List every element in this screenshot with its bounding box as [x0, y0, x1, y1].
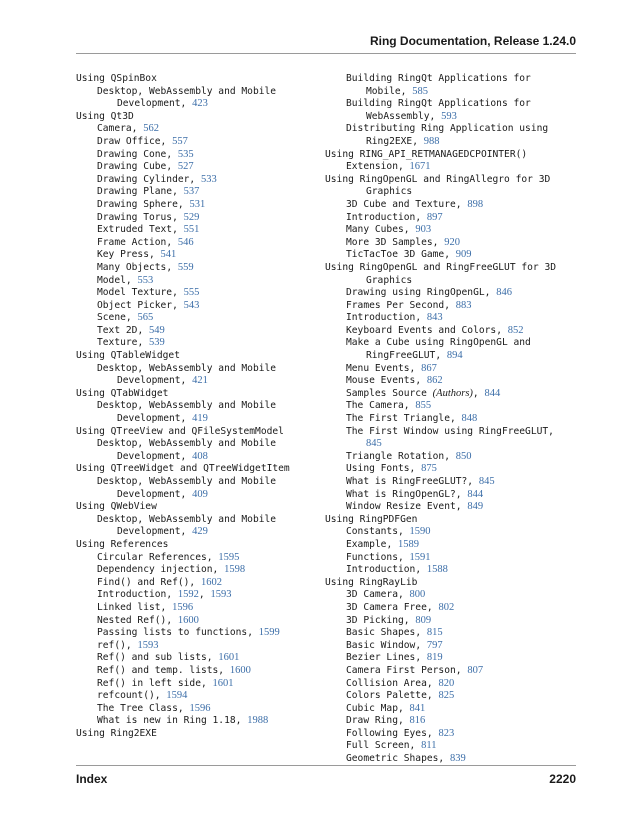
index-subentry: More 3D Samples, 920	[346, 236, 460, 248]
entry-text: Window Resize Event	[346, 501, 456, 513]
page-link[interactable]: 549	[149, 324, 165, 336]
page-link[interactable]: 909	[455, 249, 472, 261]
entry-text: Introduction	[97, 589, 167, 601]
index-subentry: What is RingFreeGLUT?, 845	[346, 476, 495, 487]
index-subentry: Model, 553	[97, 274, 154, 286]
entry-text: Ref() and temp. lists	[97, 664, 219, 676]
entry-text: 3D Picking	[346, 614, 404, 626]
index-subentry: Passing lists to functions, 1599	[97, 627, 280, 639]
page-link[interactable]: 559	[177, 261, 194, 273]
entry-text: Drawing using RingOpenGL	[346, 287, 485, 299]
page-link[interactable]: 1596	[172, 601, 194, 613]
page-link[interactable]: 1601	[212, 677, 234, 689]
index-heading	[76, 350, 326, 363]
entry-text: Geometric Shapes	[346, 753, 439, 765]
page-link[interactable]: 429	[192, 526, 208, 538]
index-subentry: Camera, 562	[97, 123, 159, 135]
index-subentry: Scene, 565	[97, 312, 154, 324]
entry-text: Using RING_API_RETMANAGEDCPOINTER()	[325, 148, 528, 160]
index-subentry: Linked list, 1596	[97, 601, 194, 613]
index-subentry: Desktop, WebAssembly and Mobile Development, 423	[97, 85, 277, 110]
index-subentry: Building RingQt Applications for WebAssembly, 593	[346, 98, 531, 122]
page-link[interactable]: 409	[192, 488, 208, 500]
page-link[interactable]: 529	[183, 211, 200, 223]
index-heading	[76, 73, 326, 86]
index-subentry: Extension, 1671	[346, 161, 431, 173]
index-subentry: Object Picker, 543	[97, 299, 200, 311]
page-link[interactable]: 585	[412, 85, 428, 97]
page-link[interactable]: 825	[438, 690, 455, 702]
page-link[interactable]: 541	[160, 249, 177, 261]
page-link[interactable]: 844	[484, 387, 501, 399]
entry-text: Scene	[97, 312, 126, 324]
entry-text: Nested Ref()	[97, 614, 167, 626]
index-subentry: Key Press, 541	[97, 249, 177, 261]
page-link[interactable]: 565	[137, 312, 154, 324]
entry-text: Using QTreeView and QFileSystemModel	[76, 425, 284, 437]
entry-text: 3D Cube and Texture	[346, 198, 456, 210]
index-subentry: Introduction, 1592, 1593	[97, 589, 232, 601]
entry-text: Camera	[97, 123, 132, 135]
index-subentry: Draw Office, 557	[97, 135, 188, 147]
page-link[interactable]: 1591	[409, 551, 431, 563]
index-subentry: TicTacToe 3D Game, 909	[346, 249, 472, 261]
page-link[interactable]: 1594	[166, 690, 188, 702]
entry-text: Using QTabWidget	[76, 387, 169, 399]
page-link[interactable]: 848	[461, 413, 478, 425]
entry-text: Distributing Ring Application using Ring2EXE	[346, 123, 549, 147]
page-link[interactable]: 850	[455, 450, 472, 462]
page-link[interactable]: 802	[438, 601, 455, 613]
page-link[interactable]: 1600	[229, 664, 251, 676]
index-heading	[76, 426, 326, 439]
index-subentry: 3D Picking, 809	[346, 614, 432, 626]
entry-text: Circular References	[97, 551, 207, 563]
index-subentry: Using Fonts, 875	[346, 463, 437, 475]
index-subentry: Collision Area, 820	[346, 677, 455, 689]
index-heading	[76, 728, 326, 741]
entry-text: Using QTableWidget	[76, 350, 180, 362]
footer-section-label: Index	[76, 772, 108, 786]
entry-text: Constants	[346, 526, 398, 538]
entry-text: Drawing Cone	[97, 148, 167, 160]
index-subentry: Camera First Person, 807	[346, 664, 484, 676]
index-subentry: Colors Palette, 825	[346, 690, 455, 702]
index-subentry: Introduction, 1588	[346, 564, 448, 576]
index-heading	[325, 149, 575, 162]
entry-text: Collision Area	[346, 677, 427, 689]
page-link[interactable]: 553	[137, 274, 154, 286]
page-link[interactable]: 800	[409, 589, 426, 601]
page-link[interactable]: 846	[496, 287, 512, 299]
index-subentry: Model Texture, 555	[97, 287, 200, 299]
page-link[interactable]: 807	[467, 664, 484, 676]
page-link[interactable]: 845	[478, 476, 495, 487]
index-subentry: Desktop, WebAssembly and Mobile Development, 408	[97, 438, 277, 462]
entry-text: Triangle Rotation	[346, 450, 445, 462]
page-link[interactable]: 815	[426, 627, 443, 639]
page-link[interactable]: 533	[200, 173, 217, 185]
page-link[interactable]: 562	[143, 123, 159, 135]
index-subentry: Draw Ring, 816	[346, 715, 426, 727]
index-subentry: Text 2D, 549	[97, 324, 165, 336]
page-link[interactable]: 593	[441, 110, 457, 122]
index-subentry: Drawing Cone, 535	[97, 148, 194, 160]
entry-text: Make a Cube using RingOpenGL and RingFreeGLUT	[346, 337, 531, 362]
index-subentry: Frames Per Second, 883	[346, 299, 472, 311]
index-heading	[325, 577, 575, 590]
entry-text: What is RingOpenGL?	[346, 488, 456, 500]
index-subentry: Example, 1589	[346, 538, 419, 550]
page-link[interactable]: 419	[192, 413, 208, 425]
page-link[interactable]: 551	[183, 224, 200, 236]
entry-text: Introduction	[346, 312, 416, 324]
index-subentry: Desktop, WebAssembly and Mobile Development, 421	[97, 362, 277, 387]
entry-text: Using QTreeWidget and QTreeWidgetItem	[76, 463, 290, 475]
index-subentry: Nested Ref(), 1600	[97, 614, 199, 626]
index-subentry: Extruded Text, 551	[97, 224, 200, 236]
index-subentry: Many Cubes, 903	[346, 224, 432, 236]
entry-text: Using Fonts	[346, 463, 410, 475]
page-link[interactable]: 555	[183, 287, 200, 299]
page-link[interactable]: 841	[409, 702, 426, 714]
index-column-left	[76, 73, 326, 740]
index-subentry: Desktop, WebAssembly and Mobile Development, 429	[97, 513, 277, 538]
index-subentry: Basic Shapes, 815	[346, 627, 443, 639]
entry-text: Passing lists to functions	[97, 627, 248, 639]
index-subentry: Drawing Sphere, 531	[97, 198, 206, 210]
index-subentry: Introduction, 897	[346, 211, 443, 223]
index-subentry: Building RingQt Applications for Mobile, 585	[346, 73, 531, 97]
index-subentry: Desktop, WebAssembly and Mobile Development, 419	[97, 400, 277, 425]
index-heading	[76, 111, 326, 124]
index-subentry: Bezier Lines, 819	[346, 652, 443, 664]
page-link[interactable]: 1593	[137, 639, 159, 651]
entry-text: Many Objects	[97, 261, 167, 273]
entry-text: TicTacToe 3D Game	[346, 249, 445, 261]
page-link[interactable]: 823	[438, 727, 455, 739]
entry-text: Ref() in left side	[97, 677, 201, 689]
entry-text: Building RingQt Applications for Mobile	[346, 73, 531, 97]
index-subentry: Drawing Torus, 529	[97, 211, 200, 223]
index-subentry: Texture, 539	[97, 337, 165, 349]
entry-text: Using Ring2EXE	[76, 727, 157, 739]
page-link[interactable]: 423	[192, 98, 208, 110]
footer-rule	[76, 765, 576, 766]
entry-text: Basic Shapes	[346, 627, 416, 639]
index-subentry: Cubic Map, 841	[346, 702, 426, 714]
page-link[interactable]: 1602	[200, 576, 222, 588]
entry-text: Samples Source	[346, 387, 427, 399]
page-link[interactable]: 1600	[177, 614, 199, 626]
entry-text: Model Texture	[97, 287, 173, 299]
index-subentry: Introduction, 843	[346, 312, 443, 324]
entry-text: Desktop, WebAssembly and Mobile Development	[97, 438, 277, 462]
page-link[interactable]: 1592	[177, 589, 199, 601]
entry-text: Drawing Sphere	[97, 198, 178, 210]
entry-text: Building RingQt Applications for WebAssembly	[346, 98, 531, 122]
entry-text: Bezier Lines	[346, 652, 416, 664]
entry-text: Dependency injection	[97, 564, 213, 576]
page-link[interactable]: 898	[467, 198, 484, 210]
entry-text: Functions	[346, 551, 398, 563]
entry-text: Using QSpinBox	[76, 73, 157, 84]
page-header-title: Ring Documentation, Release 1.24.0	[369, 34, 576, 48]
entry-text: The Tree Class	[97, 702, 178, 714]
page-link[interactable]: 816	[409, 715, 426, 727]
index-heading	[325, 174, 575, 199]
entry-text: Desktop, WebAssembly and Mobile Development	[97, 513, 277, 538]
index-subentry: Menu Events, 867	[346, 362, 437, 374]
entry-text: Ref() and sub lists	[97, 652, 207, 664]
entry-text: ref()	[97, 639, 126, 651]
index-column-right	[325, 73, 575, 766]
footer-page-number: 2220	[549, 772, 576, 786]
index-subentry: Constants, 1590	[346, 526, 431, 538]
entry-text: Object Picker	[97, 299, 173, 311]
entry-text: Full Screen	[346, 740, 410, 752]
index-subentry: Triangle Rotation, 850	[346, 450, 472, 462]
page-link[interactable]: 867	[421, 362, 437, 374]
entry-text: Drawing Cylinder	[97, 173, 190, 185]
entry-text: Desktop, WebAssembly and Mobile Development	[97, 476, 277, 500]
page-link[interactable]: 408	[192, 450, 208, 462]
index-subentry: The First Window using RingFreeGLUT, 845	[346, 425, 554, 450]
index-subentry: Drawing Cube, 527	[97, 161, 194, 173]
index-subentry: Drawing using RingOpenGL, 846	[346, 287, 512, 299]
page-link[interactable]: 845	[366, 438, 382, 450]
entry-text: Draw Office	[97, 135, 161, 147]
entry-text: The First Window using RingFreeGLUT	[346, 425, 549, 437]
page-link[interactable]: 546	[177, 236, 194, 248]
page-link[interactable]: 809	[415, 614, 432, 626]
index-subentry: Samples Source (Authors), 844	[346, 387, 501, 399]
page-link[interactable]: 852	[507, 324, 524, 336]
page-link[interactable]: 897	[426, 211, 443, 223]
index-subentry: The First Triangle, 848	[346, 413, 478, 425]
entry-text: Find() and Ref()	[97, 576, 190, 588]
page-link[interactable]: 797	[426, 639, 443, 651]
page-link[interactable]: 1596	[189, 702, 211, 714]
page-link[interactable]: 920	[444, 236, 460, 248]
index-heading	[76, 501, 326, 514]
entry-text: Key Press	[97, 249, 149, 261]
entry-italic-note: (Authors)	[432, 387, 473, 399]
index-subentry: ref(), 1593	[97, 639, 159, 651]
page-link[interactable]: 557	[172, 135, 188, 147]
entry-text: Camera First Person	[346, 664, 456, 676]
index-subentry: The Camera, 855	[346, 400, 432, 412]
entry-text: Using RingOpenGL and RingFreeGLUT for 3D Graphics	[325, 261, 557, 286]
index-subentry: The Tree Class, 1596	[97, 702, 211, 714]
page-link[interactable]: 903	[415, 224, 432, 236]
page-link[interactable]: 1593	[210, 589, 232, 601]
index-subentry: Find() and Ref(), 1602	[97, 576, 222, 588]
index-subentry: refcount(), 1594	[97, 690, 188, 702]
index-subentry: Keyboard Events and Colors, 852	[346, 324, 524, 336]
page-link[interactable]: 1601	[218, 652, 240, 664]
page-link[interactable]: 1988	[247, 715, 269, 727]
page-link[interactable]: 844	[467, 488, 484, 500]
index-subentry: What is new in Ring 1.18, 1988	[97, 715, 269, 727]
page-link[interactable]: 883	[455, 299, 472, 311]
page-link[interactable]: 539	[149, 337, 165, 349]
page-link[interactable]: 537	[183, 186, 200, 198]
entry-text: Using RingRayLib	[325, 576, 418, 588]
page-link[interactable]: 849	[467, 501, 484, 513]
index-subentry: Desktop, WebAssembly and Mobile Development, 409	[97, 476, 277, 500]
index-heading	[76, 463, 326, 476]
entry-text: Basic Window	[346, 639, 416, 651]
index-heading	[76, 539, 326, 552]
index-subentry: Functions, 1591	[346, 551, 431, 563]
index-subentry: Ref() and sub lists, 1601	[97, 652, 240, 664]
index-subentry: What is RingOpenGL?, 844	[346, 488, 484, 500]
header-rule	[76, 53, 576, 54]
entry-text: Texture	[97, 337, 138, 349]
entry-text: Colors Palette	[346, 690, 427, 702]
page-link[interactable]: 543	[183, 299, 200, 311]
entry-text: Drawing Plane	[97, 186, 173, 198]
entry-text: Using Qt3D	[76, 110, 134, 122]
index-heading	[325, 514, 575, 527]
entry-text: Text 2D	[97, 324, 138, 336]
index-subentry: Ref() in left side, 1601	[97, 677, 234, 689]
index-subentry: Circular References, 1595	[97, 551, 240, 563]
entry-text: Model	[97, 274, 126, 286]
index-subentry: 3D Camera, 800	[346, 589, 426, 601]
page-link[interactable]: 894	[446, 350, 463, 362]
entry-text: Using RingPDFGen	[325, 513, 418, 525]
entry-text: Mouse Events	[346, 375, 416, 387]
entry-text: Example	[346, 538, 387, 550]
page-link[interactable]: 811	[421, 740, 437, 752]
index-subentry: Geometric Shapes, 839	[346, 753, 466, 765]
index-subentry: Drawing Plane, 537	[97, 186, 200, 198]
index-subentry: 3D Camera Free, 802	[346, 601, 455, 613]
page-link[interactable]: 862	[426, 375, 443, 387]
index-subentry: 3D Cube and Texture, 898	[346, 198, 484, 210]
entry-text: Drawing Cube	[97, 161, 167, 173]
entry-text: 3D Camera Free	[346, 601, 427, 613]
index-subentry: Mouse Events, 862	[346, 375, 443, 387]
page-link[interactable]: 1671	[409, 161, 431, 173]
page-link[interactable]: 421	[192, 375, 208, 387]
page-link[interactable]: 1588	[426, 564, 448, 576]
page-link[interactable]: 875	[421, 463, 437, 475]
index-subentry: Frame Action, 546	[97, 236, 194, 248]
entry-text: Frame Action	[97, 236, 167, 248]
index-subentry: Distributing Ring Application using Ring2EXE, 988	[346, 123, 549, 147]
index-heading	[76, 388, 326, 401]
page-link[interactable]: 527	[177, 161, 194, 173]
entry-text: The Camera	[346, 400, 404, 412]
index-subentry: Dependency injection, 1598	[97, 564, 246, 576]
entry-text: What is RingFreeGLUT?	[346, 476, 468, 487]
entry-text: The First Triangle	[346, 413, 450, 425]
entry-text: Desktop, WebAssembly and Mobile Development	[97, 400, 277, 425]
index-subentry: Make a Cube using RingOpenGL and RingFreeGLUT, 894	[346, 337, 531, 362]
index-heading	[325, 262, 575, 287]
index-subentry: Full Screen, 811	[346, 740, 437, 752]
page-link[interactable]: 1590	[409, 526, 431, 538]
entry-text: Using QWebView	[76, 501, 157, 513]
page-link[interactable]: 1589	[398, 538, 419, 550]
page-link[interactable]: 855	[415, 400, 432, 412]
entry-text: Extruded Text	[97, 224, 173, 236]
entry-text: Using References	[76, 538, 169, 550]
page-link[interactable]: 843	[426, 312, 443, 324]
entry-text: Draw Ring	[346, 715, 398, 727]
page-link[interactable]: 1598	[224, 564, 246, 576]
entry-text: Following Eyes	[346, 727, 427, 739]
entry-text: 3D Camera	[346, 589, 398, 601]
entry-text: More 3D Samples	[346, 236, 433, 248]
entry-text: Extension	[346, 161, 398, 173]
page-link[interactable]: 988	[423, 135, 440, 147]
page-link[interactable]: 820	[438, 677, 455, 689]
entry-text: Drawing Torus	[97, 211, 173, 223]
index-subentry: Many Objects, 559	[97, 261, 194, 273]
page-link[interactable]: 1599	[258, 627, 280, 639]
entry-text: Desktop, WebAssembly and Mobile Development	[97, 362, 277, 387]
index-subentry: Ref() and temp. lists, 1600	[97, 664, 251, 676]
index-subentry: Basic Window, 797	[346, 639, 443, 651]
entry-text: Linked list	[97, 601, 161, 613]
index-subentry: Drawing Cylinder, 533	[97, 173, 217, 185]
page-link[interactable]: 535	[177, 148, 194, 160]
entry-text: Desktop, WebAssembly and Mobile Development	[97, 85, 277, 110]
entry-text: Frames Per Second	[346, 299, 445, 311]
entry-text: refcount()	[97, 690, 155, 702]
entry-text: Menu Events	[346, 362, 410, 374]
page-link[interactable]: 819	[426, 652, 443, 664]
page-link[interactable]: 1595	[218, 551, 240, 563]
index-subentry: Following Eyes, 823	[346, 727, 455, 739]
entry-text: Cubic Map	[346, 702, 398, 714]
entry-text: Introduction	[346, 564, 416, 576]
index-subentry: Window Resize Event, 849	[346, 501, 484, 513]
entry-text: What is new in Ring 1.18	[97, 715, 236, 727]
page-link[interactable]: 839	[449, 753, 466, 765]
page-link[interactable]: 531	[189, 198, 206, 210]
entry-text: Introduction	[346, 211, 416, 223]
entry-text: Many Cubes	[346, 224, 404, 236]
entry-text: Keyboard Events and Colors	[346, 324, 497, 336]
entry-text: Using RingOpenGL and RingAllegro for 3D Graphics	[325, 173, 551, 198]
